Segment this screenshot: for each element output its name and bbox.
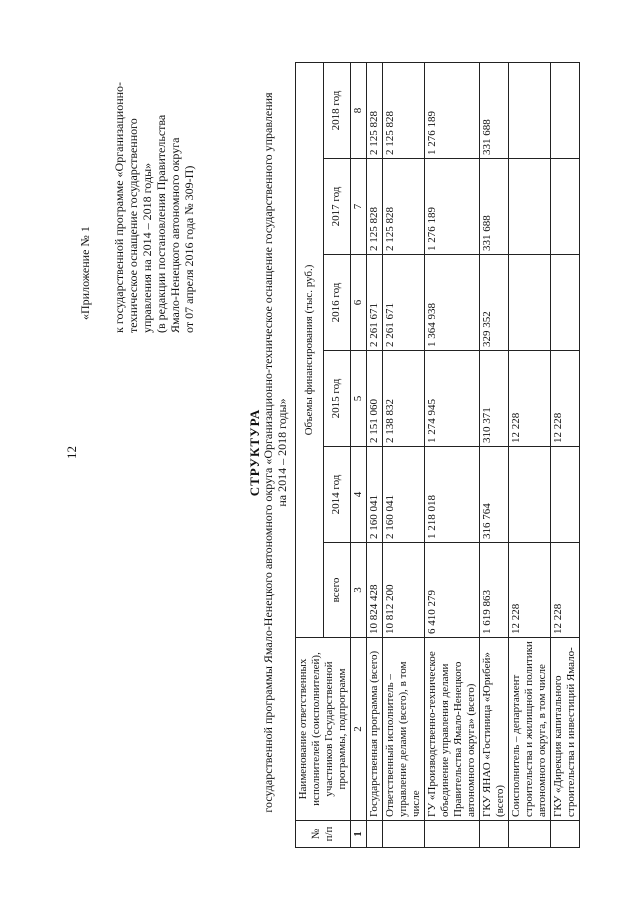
- index-cell: 1: [351, 821, 367, 848]
- row-num: [383, 821, 425, 848]
- table-row: [367, 62, 383, 847]
- cell-total: 12 228: [509, 543, 551, 638]
- header-2017: 2017 год: [323, 159, 351, 255]
- cell-total: 10 812 200: [383, 543, 425, 638]
- cell-2016: 329 352: [480, 255, 509, 351]
- table-row: [551, 62, 580, 847]
- cell-2018: 2 125 828: [367, 62, 383, 158]
- cell-2014: 1 218 018: [425, 447, 480, 543]
- cell-total: 12 228: [551, 543, 580, 638]
- row-name: ГУ «Производственно-техническое объединение управления делами Правительства Ямало-Ненецкого автономного округа» (всего): [425, 638, 480, 821]
- cell-2015: 2 138 832: [383, 351, 425, 447]
- row-name: Государственная программа (всего): [367, 638, 383, 821]
- cell-2018: 331 688: [480, 62, 509, 158]
- appendix-title: «Приложение № 1: [78, 226, 92, 320]
- cell-2016: 2 261 671: [383, 255, 425, 351]
- cell-2018: [509, 62, 551, 158]
- cell-2017: 2 125 828: [383, 159, 425, 255]
- table-row: [480, 62, 509, 847]
- cell-2018: 1 276 189: [425, 62, 480, 158]
- cell-2014: 316 764: [480, 447, 509, 543]
- appendix-line: техническое оснащение государственного: [126, 118, 140, 333]
- header-2016: 2016 год: [323, 255, 351, 351]
- cell-total: 1 619 863: [480, 543, 509, 638]
- row-num: [551, 821, 580, 848]
- index-cell: 3: [351, 543, 367, 638]
- cell-2015: 310 371: [480, 351, 509, 447]
- cell-total: 10 824 428: [367, 543, 383, 638]
- appendix-line: управления на 2014 – 2018 годы»: [140, 162, 154, 333]
- appendix-line: от 07 апреля 2016 года № 309-П): [182, 165, 196, 333]
- index-cell: 8: [351, 62, 367, 158]
- index-cell: 2: [351, 638, 367, 821]
- cell-2015: 2 151 060: [367, 351, 383, 447]
- index-cell: 6: [351, 255, 367, 351]
- row-num: [509, 821, 551, 848]
- cell-2017: [509, 159, 551, 255]
- document-subtitle: [261, 0, 289, 905]
- row-name: ГКУ ЯНАО «Гостиница «Юрибей» (всего): [480, 638, 509, 821]
- cell-2014: [551, 447, 580, 543]
- cell-total: 6 410 279: [425, 543, 480, 638]
- header-2014: 2014 год: [323, 447, 351, 543]
- table-row: [509, 62, 551, 847]
- index-cell: 7: [351, 159, 367, 255]
- header-2018: 2018 год: [323, 62, 351, 158]
- cell-2017: 1 276 189: [425, 159, 480, 255]
- table-row: [383, 62, 425, 847]
- cell-2016: [509, 255, 551, 351]
- index-cell: 5: [351, 351, 367, 447]
- cell-2018: 2 125 828: [383, 62, 425, 158]
- row-num: [425, 821, 480, 848]
- row-num: [367, 821, 383, 848]
- column-index-row: [351, 62, 367, 847]
- cell-2015: 1 274 945: [425, 351, 480, 447]
- cell-2017: 2 125 828: [367, 159, 383, 255]
- appendix-line: (в редакции постановления Правительства: [154, 114, 168, 333]
- header-2015: 2015 год: [323, 351, 351, 447]
- cell-2016: 2 261 671: [367, 255, 383, 351]
- cell-2016: 1 364 938: [425, 255, 480, 351]
- funding-table: [295, 62, 580, 848]
- cell-2014: [509, 447, 551, 543]
- row-num: [480, 821, 509, 848]
- cell-2018: [551, 62, 580, 158]
- table-row: [425, 62, 480, 847]
- subtitle-line: государственной программы Ямало-Ненецкого автономного округа «Организационно-техническое оснащение государственного управления: [261, 92, 275, 813]
- cell-2016: [551, 255, 580, 351]
- header-num: № п/п: [296, 821, 351, 848]
- cell-2017: [551, 159, 580, 255]
- subtitle-line: на 2014 – 2018 годы»: [275, 398, 289, 507]
- header-total: всего: [323, 543, 351, 638]
- appendix-line: к государственной программе «Организационно-: [112, 81, 126, 333]
- row-name: Ответственный исполнитель – управление делами (всего), в том числе: [383, 638, 425, 821]
- appendix-block: [112, 82, 196, 333]
- page-number: 12: [64, 446, 79, 459]
- header-name: Наименование ответственных исполнителей (соисполнителей), участников Государственной программы, подпрограмм: [296, 638, 351, 821]
- header-funding: Объемы финансирования (тыс. руб.): [296, 62, 324, 637]
- cell-2017: 331 688: [480, 159, 509, 255]
- appendix-line: Ямало-Ненецкого автономного округа: [168, 137, 182, 333]
- cell-2015: 12 228: [509, 351, 551, 447]
- cell-2014: 2 160 041: [383, 447, 425, 543]
- cell-2015: 12 228: [551, 351, 580, 447]
- index-cell: 4: [351, 447, 367, 543]
- row-name: ГКУ «Дирекция капитального строительства и инвестиций Ямало-: [551, 638, 580, 821]
- document-title: СТРУКТУРА: [247, 408, 262, 497]
- row-name: Соисполнитель – департамент строительства и жилищной политики автономного округа, в том числе: [509, 638, 551, 821]
- cell-2014: 2 160 041: [367, 447, 383, 543]
